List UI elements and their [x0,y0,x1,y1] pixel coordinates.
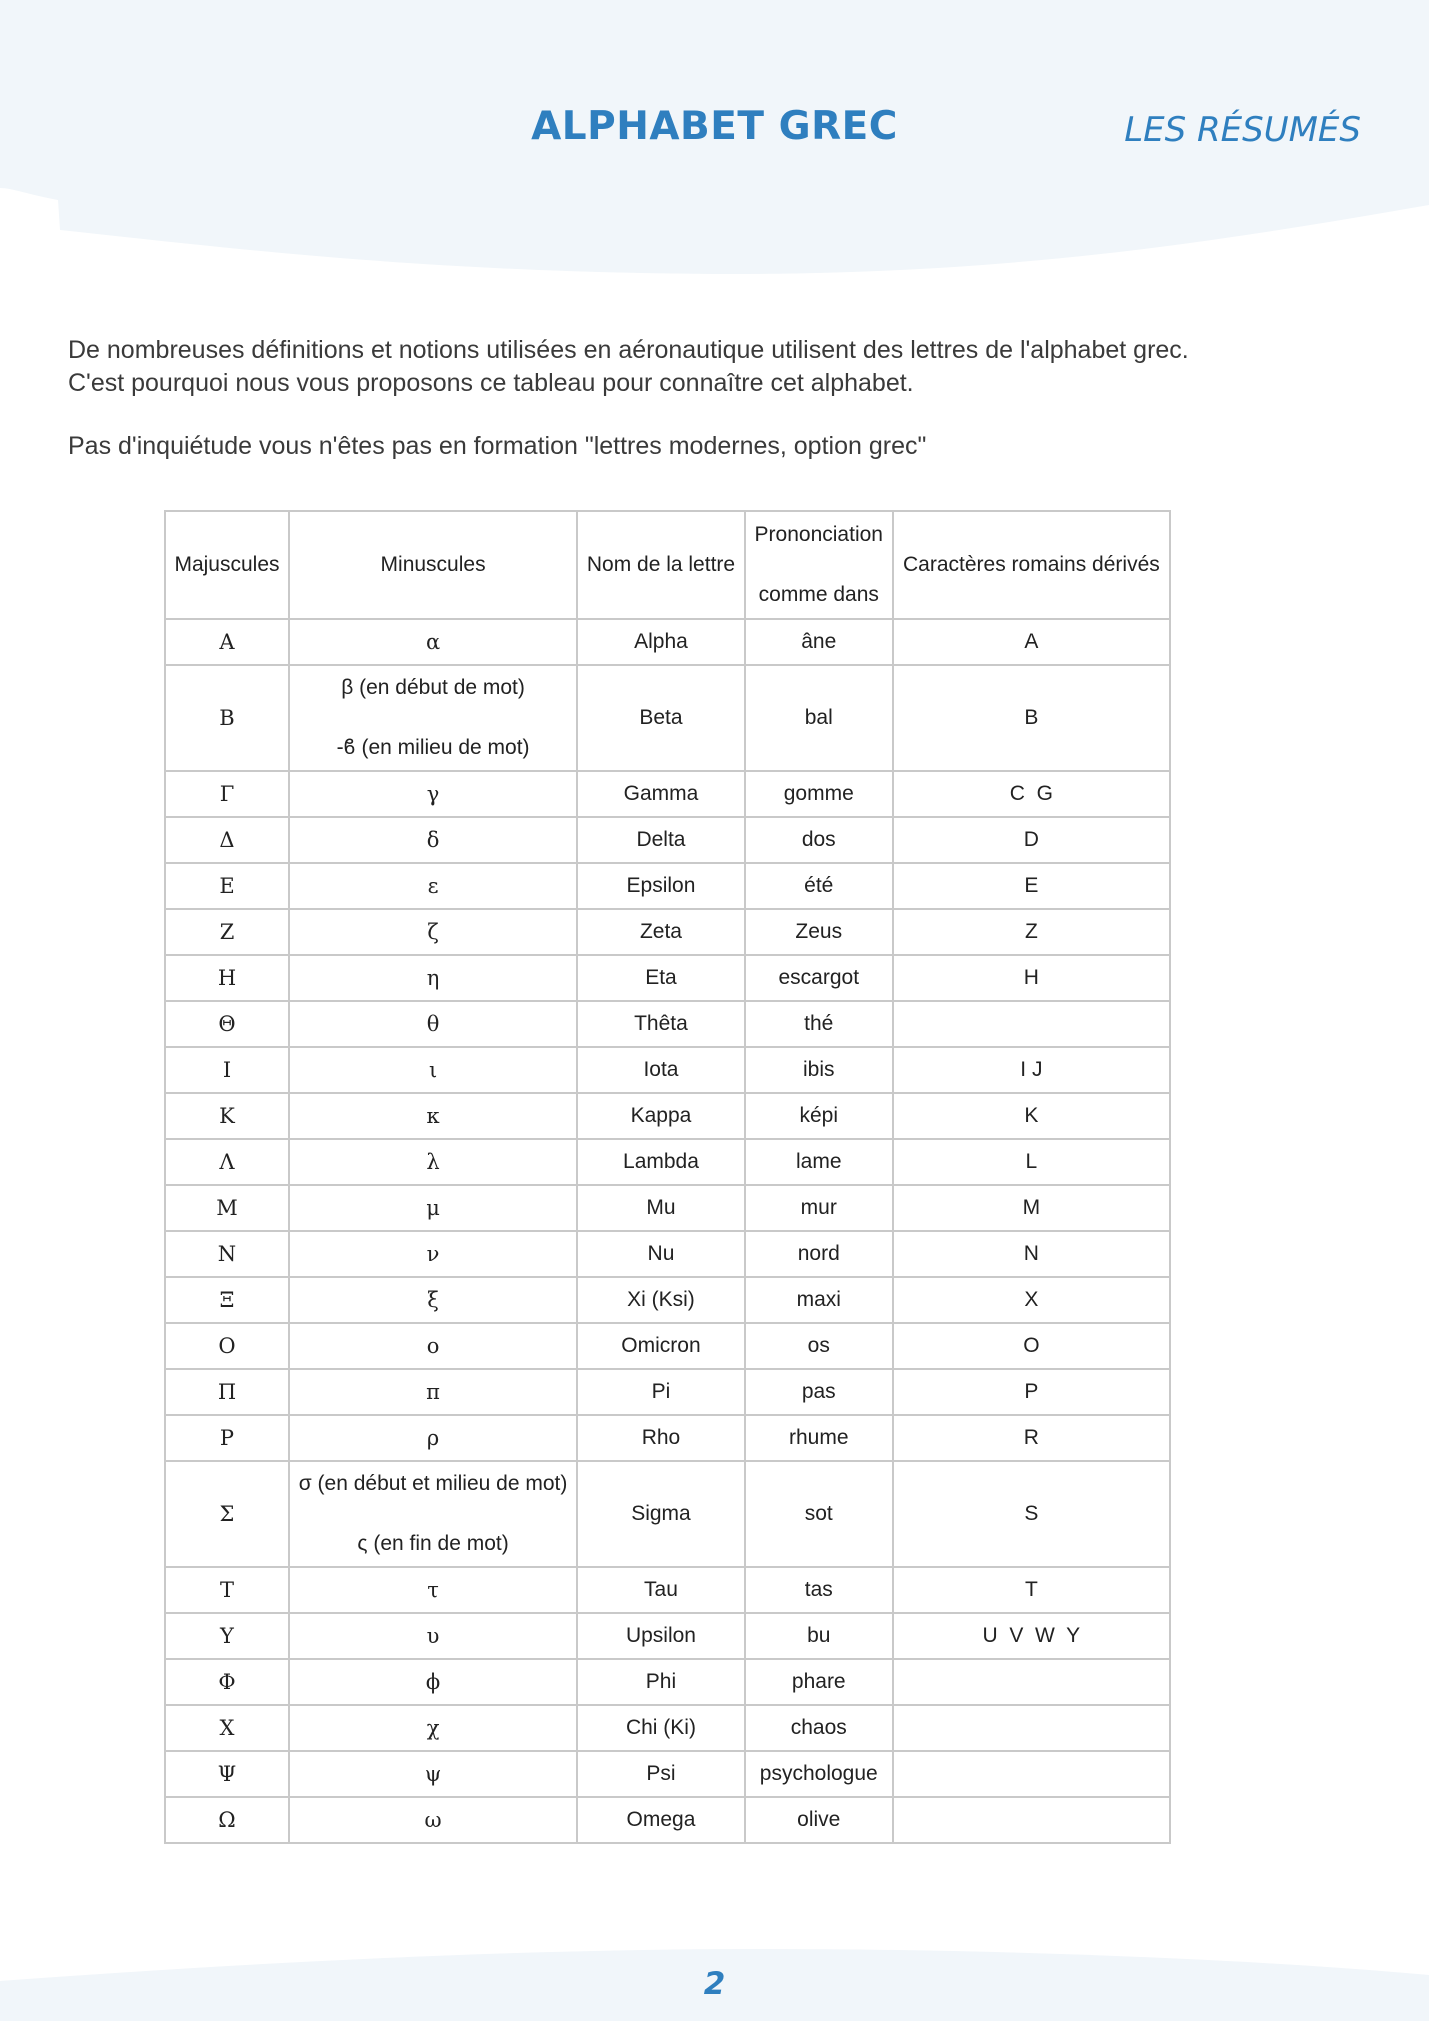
lowercase-cell: ε [289,863,577,909]
roman-derived-cell [893,1659,1170,1705]
intro-text [68,334,1368,463]
uppercase-cell: Η [165,955,289,1001]
section-label: LES RÉSUMÉS [1124,110,1361,150]
header-line: comme dans [758,583,879,606]
greek-alphabet-table [164,510,1171,1844]
pronunciation-cell: maxi [745,1277,893,1323]
table-row [165,771,1170,817]
table-row [165,1797,1170,1843]
table-header-row [165,511,1170,619]
uppercase-cell: Β [165,665,289,771]
roman-derived-cell: L [893,1139,1170,1185]
lowercase-cell: υ [289,1613,577,1659]
letter-name-cell: Alpha [577,619,745,665]
pronunciation-cell: Zeus [745,909,893,955]
letter-name-cell: Iota [577,1047,745,1093]
intro-line: De nombreuses définitions et notions utilisées en aéronautique utilisent des lettres de l'alphabet grec. [68,336,1189,364]
uppercase-cell: Ρ [165,1415,289,1461]
roman-derived-cell [893,1797,1170,1843]
pronunciation-cell: phare [745,1659,893,1705]
pronunciation-cell: gomme [745,771,893,817]
column-header-roman-derived: Caractères romains dérivés [893,511,1170,619]
lowercase-cell: λ [289,1139,577,1185]
column-header-uppercase: Majuscules [165,511,289,619]
lowercase-cell: ψ [289,1751,577,1797]
letter-name-cell: Tau [577,1567,745,1613]
table-row [165,1751,1170,1797]
uppercase-cell: Φ [165,1659,289,1705]
roman-derived-cell: T [893,1567,1170,1613]
pronunciation-cell: âne [745,619,893,665]
lowercase-variant: -ϐ (en milieu de mot) [336,736,530,759]
table-row [165,955,1170,1001]
pronunciation-cell: tas [745,1567,893,1613]
roman-derived-cell: C G [893,771,1170,817]
roman-derived-cell: I J [893,1047,1170,1093]
uppercase-cell: Ι [165,1047,289,1093]
pronunciation-cell: nord [745,1231,893,1277]
uppercase-cell: Χ [165,1705,289,1751]
table-row [165,863,1170,909]
uppercase-cell: Τ [165,1567,289,1613]
letter-name-cell: Nu [577,1231,745,1277]
uppercase-cell: Μ [165,1185,289,1231]
table-row [165,1001,1170,1047]
column-header-lowercase: Minuscules [289,511,577,619]
letter-name-cell: Epsilon [577,863,745,909]
lowercase-variant: ς (en fin de mot) [357,1532,509,1555]
lowercase-cell: α [289,619,577,665]
uppercase-cell: Σ [165,1461,289,1567]
letter-name-cell: Omega [577,1797,745,1843]
lowercase-cell: ο [289,1323,577,1369]
pronunciation-cell: dos [745,817,893,863]
intro-line: C'est pourquoi nous vous proposons ce tableau pour connaître cet alphabet. [68,369,914,397]
table-row [165,909,1170,955]
roman-derived-cell: U V W Y [893,1613,1170,1659]
pronunciation-cell: os [745,1323,893,1369]
roman-derived-cell: H [893,955,1170,1001]
roman-derived-cell: O [893,1323,1170,1369]
letter-name-cell: Pi [577,1369,745,1415]
letter-name-cell: Sigma [577,1461,745,1567]
roman-derived-cell: N [893,1231,1170,1277]
letter-name-cell: Chi (Ki) [577,1705,745,1751]
letter-name-cell: Thêta [577,1001,745,1047]
lowercase-cell: η [289,955,577,1001]
table-row [165,619,1170,665]
column-header-pronunciation [745,511,893,619]
table-row [165,1139,1170,1185]
lowercase-cell: τ [289,1567,577,1613]
letter-name-cell: Xi (Ksi) [577,1277,745,1323]
letter-name-cell: Eta [577,955,745,1001]
letter-name-cell: Lambda [577,1139,745,1185]
uppercase-cell: Ν [165,1231,289,1277]
letter-name-cell: Zeta [577,909,745,955]
pronunciation-cell: bal [745,665,893,771]
header-line: Prononciation [754,523,883,546]
roman-derived-cell: D [893,817,1170,863]
lowercase-cell: ϕ [289,1659,577,1705]
lowercase-cell: ξ [289,1277,577,1323]
intro-line: Pas d'inquiétude vous n'êtes pas en formation "lettres modernes, option grec" [68,432,927,460]
table-row [165,1415,1170,1461]
pronunciation-cell: mur [745,1185,893,1231]
roman-derived-cell [893,1751,1170,1797]
lowercase-cell: γ [289,771,577,817]
table-row [165,1613,1170,1659]
uppercase-cell: Ο [165,1323,289,1369]
lowercase-cell: π [289,1369,577,1415]
lowercase-cell: χ [289,1705,577,1751]
lowercase-cell: ζ [289,909,577,955]
roman-derived-cell [893,1705,1170,1751]
lowercase-variant: σ (en début et milieu de mot) [298,1472,568,1495]
table-row [165,1461,1170,1567]
uppercase-cell: Ξ [165,1277,289,1323]
uppercase-cell: Δ [165,817,289,863]
lowercase-cell [289,665,577,771]
page-number: 2 [703,1966,726,2002]
uppercase-cell: Γ [165,771,289,817]
pronunciation-cell: bu [745,1613,893,1659]
pronunciation-cell: olive [745,1797,893,1843]
table-row [165,1093,1170,1139]
pronunciation-cell: psychologue [745,1751,893,1797]
lowercase-cell: ν [289,1231,577,1277]
roman-derived-cell: K [893,1093,1170,1139]
lowercase-cell: δ [289,817,577,863]
pronunciation-cell: rhume [745,1415,893,1461]
letter-name-cell: Upsilon [577,1613,745,1659]
lowercase-cell: ι [289,1047,577,1093]
roman-derived-cell: B [893,665,1170,771]
lowercase-cell [289,1461,577,1567]
roman-derived-cell: A [893,619,1170,665]
table-row [165,1659,1170,1705]
pronunciation-cell: thé [745,1001,893,1047]
column-header-letter-name: Nom de la lettre [577,511,745,619]
roman-derived-cell: R [893,1415,1170,1461]
uppercase-cell: Ψ [165,1751,289,1797]
uppercase-cell: Ζ [165,909,289,955]
uppercase-cell: Λ [165,1139,289,1185]
table-row [165,1323,1170,1369]
lowercase-cell: ω [289,1797,577,1843]
letter-name-cell: Phi [577,1659,745,1705]
page-title: ALPHABET GREC [531,104,898,149]
uppercase-cell: Θ [165,1001,289,1047]
uppercase-cell: Π [165,1369,289,1415]
uppercase-cell: Ε [165,863,289,909]
letter-name-cell: Gamma [577,771,745,817]
uppercase-cell: Ω [165,1797,289,1843]
pronunciation-cell: escargot [745,955,893,1001]
roman-derived-cell: S [893,1461,1170,1567]
lowercase-cell: θ [289,1001,577,1047]
uppercase-cell: Α [165,619,289,665]
lowercase-cell: ρ [289,1415,577,1461]
pronunciation-cell: été [745,863,893,909]
letter-name-cell: Beta [577,665,745,771]
pronunciation-cell: képi [745,1093,893,1139]
pronunciation-cell: chaos [745,1705,893,1751]
pronunciation-cell: lame [745,1139,893,1185]
table-row [165,665,1170,771]
roman-derived-cell: Z [893,909,1170,955]
table-row [165,1047,1170,1093]
pronunciation-cell: ibis [745,1047,893,1093]
roman-derived-cell: X [893,1277,1170,1323]
roman-derived-cell [893,1001,1170,1047]
table-row [165,817,1170,863]
letter-name-cell: Delta [577,817,745,863]
letter-name-cell: Omicron [577,1323,745,1369]
lowercase-cell: μ [289,1185,577,1231]
uppercase-cell: Υ [165,1613,289,1659]
letter-name-cell: Rho [577,1415,745,1461]
pronunciation-cell: pas [745,1369,893,1415]
letter-name-cell: Psi [577,1751,745,1797]
table-row [165,1567,1170,1613]
table-row [165,1277,1170,1323]
table-row [165,1705,1170,1751]
table-row [165,1185,1170,1231]
lowercase-cell: κ [289,1093,577,1139]
letter-name-cell: Kappa [577,1093,745,1139]
roman-derived-cell: E [893,863,1170,909]
roman-derived-cell: P [893,1369,1170,1415]
uppercase-cell: Κ [165,1093,289,1139]
pronunciation-cell: sot [745,1461,893,1567]
letter-name-cell: Mu [577,1185,745,1231]
table-row [165,1369,1170,1415]
lowercase-variant: β (en début de mot) [341,676,525,699]
table-row [165,1231,1170,1277]
roman-derived-cell: M [893,1185,1170,1231]
